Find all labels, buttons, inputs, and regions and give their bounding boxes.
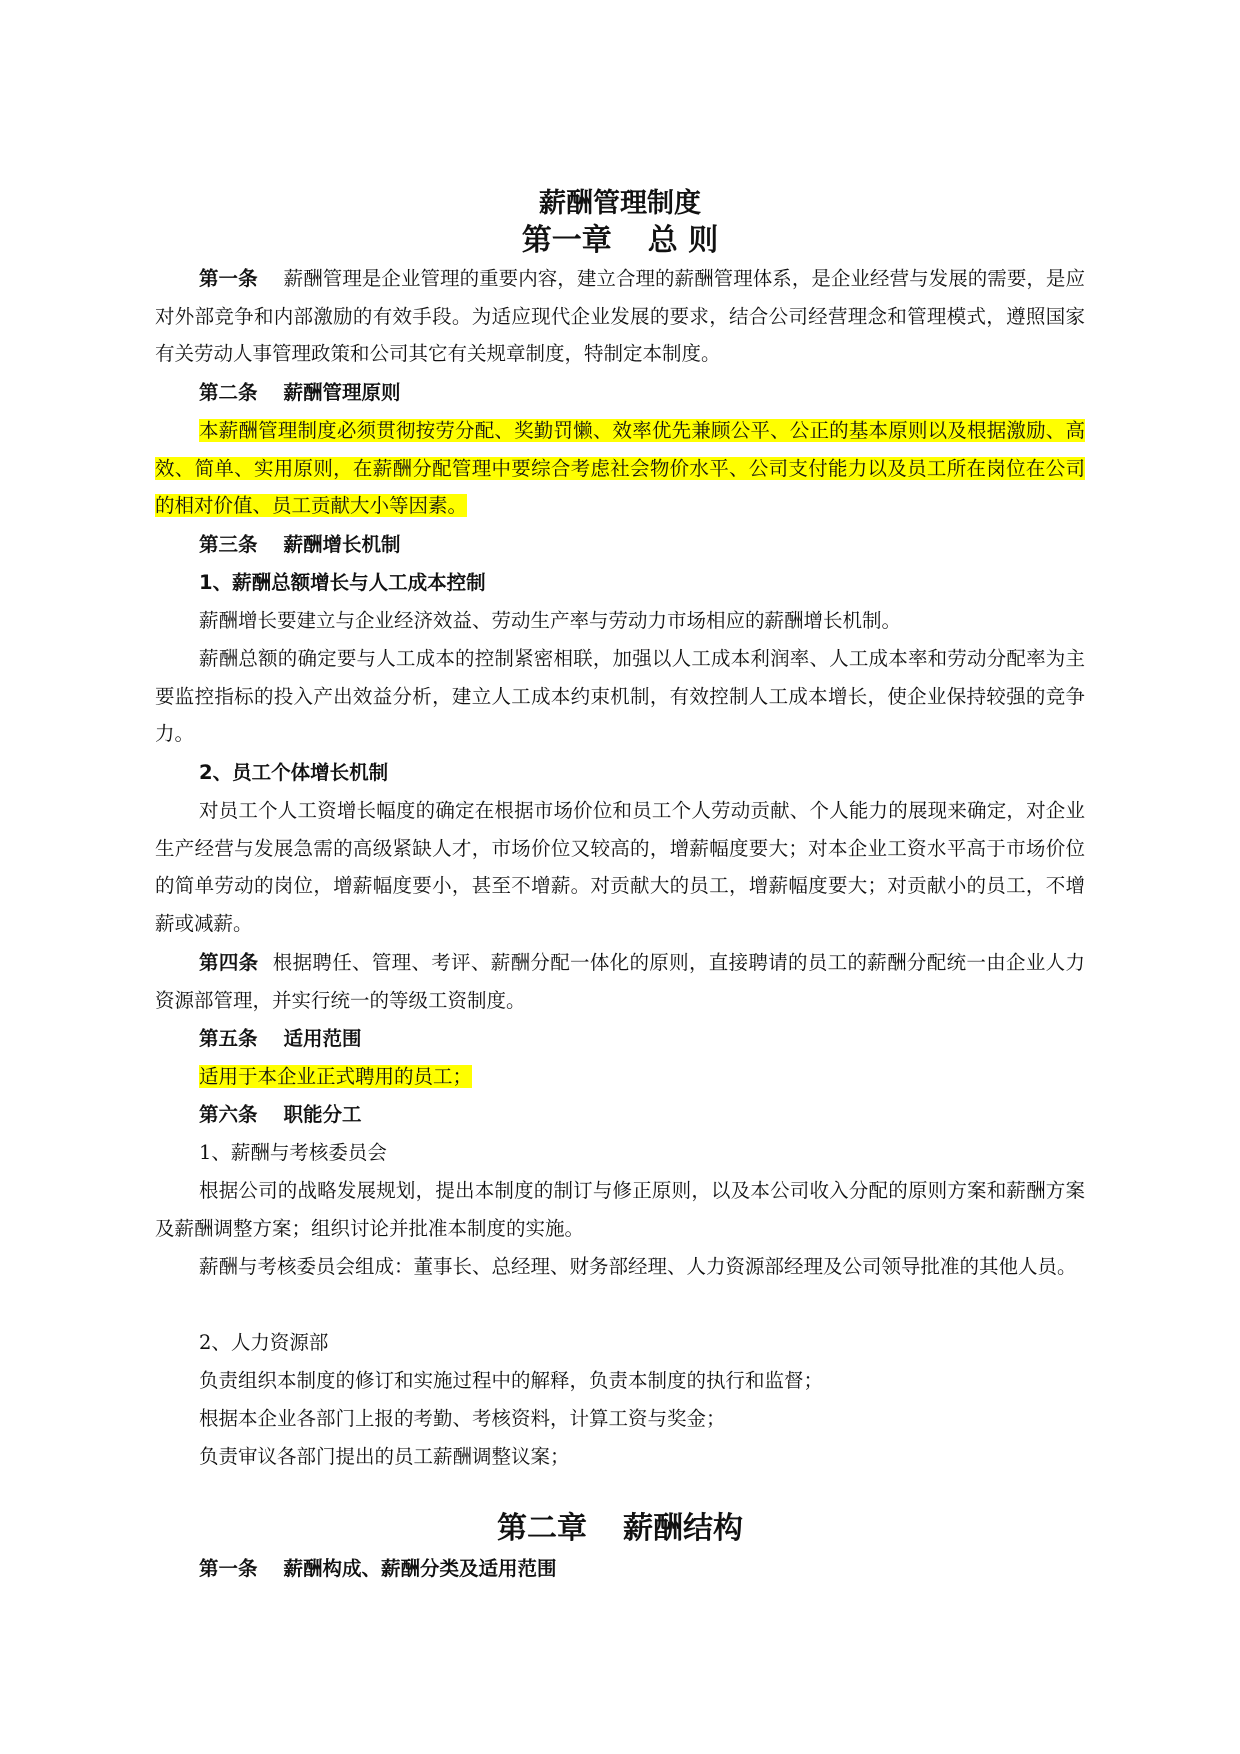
article-3-heading — [199, 526, 401, 564]
article-2-paragraph — [155, 412, 1085, 525]
article-6-heading — [199, 1096, 362, 1134]
article-5-label: 第五条 — [199, 1027, 258, 1050]
article-3-sub1-p2: 薪酬总额的确定要与人工成本的控制紧密相联，加强以人工成本利润率、人工成本率和劳动分配率为主要监控指标的投入产出效益分析，建立人工成本约束机制，有效控制人工成本增长，使企业保持较强的竞争力。 — [155, 647, 1085, 745]
article-4-paragraph — [155, 944, 1085, 1019]
article-3-sub1-p1: 薪酬增长要建立与企业经济效益、劳动生产率与劳动力市场相应的薪酬增长机制。 — [199, 609, 902, 632]
chapter-2-heading — [0, 1510, 1240, 1548]
document-title: 薪酬管理制度 — [539, 188, 701, 219]
article-3-sub2-p1: 对员工个人工资增长幅度的确定在根据市场价位和员工个人劳动贡献、个人能力的展现来确定，对企业生产经营与发展急需的高级紧缺人才，市场价位又较高的，增薪幅度要大；对本企业工资水平高于市场价位的简单劳动的岗位，增薪幅度要小，甚至不增薪。对贡献大的员工，增薪幅度要大；对贡献小的员工，不增薪或减薪。 — [155, 799, 1085, 935]
article-1-paragraph — [155, 260, 1085, 373]
article-6-sub2-title: 2、人力资源部 — [199, 1331, 329, 1354]
article-5-line — [199, 1058, 472, 1096]
article-6-sub1-p2: 薪酬与考核委员会组成：董事长、总经理、财务部经理、人力资源部经理及公司领导批准的其他人员。 — [199, 1255, 1077, 1278]
article-2-heading — [199, 374, 401, 412]
article-4-label: 第四条 — [199, 951, 259, 974]
article-2-title: 薪酬管理原则 — [283, 381, 401, 404]
article-6-sub1-p1: 根据公司的战略发展规划，提出本制度的制订与修正原则，以及本公司收入分配的原则方案和薪酬方案及薪酬调整方案；组织讨论并批准本制度的实施。 — [155, 1179, 1085, 1240]
chapter-1-number: 第一章 — [521, 223, 612, 258]
article-1-label: 第一条 — [199, 267, 258, 290]
article-6-sub2-p3: 负责审议各部门提出的员工薪酬调整议案； — [199, 1445, 570, 1468]
article-6-label: 第六条 — [199, 1103, 258, 1126]
article-3-sub1-title: 1、薪酬总额增长与人工成本控制 — [199, 571, 486, 594]
article-4-text: 根据聘任、管理、考评、薪酬分配一体化的原则，直接聘请的员工的薪酬分配统一由企业人力资源部管理，并实行统一的等级工资制度。 — [155, 951, 1085, 1012]
article-3-title: 薪酬增长机制 — [283, 533, 401, 556]
article-6-title: 职能分工 — [283, 1103, 362, 1126]
article-3-label: 第三条 — [199, 533, 258, 556]
chapter-2-article-1-label: 第一条 — [199, 1557, 258, 1580]
article-6-sub1-title: 1、薪酬与考核委员会 — [199, 1141, 387, 1164]
article-5-title: 适用范围 — [283, 1027, 362, 1050]
chapter-2-number: 第二章 — [497, 1511, 587, 1546]
article-2-text: 本薪酬管理制度必须贯彻按劳分配、奖勤罚懒、效率优先兼顾公平、公正的基本原则以及根据激励、高效、简单、实用原则，在薪酬分配管理中要综合考虑社会物价水平、公司支付能力以及员工所在岗位在公司的相对价值、员工贡献大小等因素。 — [155, 419, 1085, 517]
article-2-label: 第二条 — [199, 381, 258, 404]
article-6-sub2-p2: 根据本企业各部门上报的考勤、考核资料，计算工资与奖金； — [199, 1407, 726, 1430]
chapter-2-article-1-title: 薪酬构成、薪酬分类及适用范围 — [283, 1557, 557, 1580]
article-6-sub2-p1: 负责组织本制度的修订和实施过程中的解释，负责本制度的执行和监督； — [199, 1369, 824, 1392]
article-1-text: 薪酬管理是企业管理的重要内容，建立合理的薪酬管理体系，是企业经营与发展的需要，是应对外部竞争和内部激励的有效手段。为适应现代企业发展的要求，结合公司经营理念和管理模式，遵照国家有关劳动人事管理政策和公司其它有关规章制度，特制定本制度。 — [155, 267, 1085, 365]
chapter-2-article-1-heading — [199, 1550, 557, 1588]
chapter-1-heading — [0, 222, 1240, 260]
chapter-1-name: 总 则 — [647, 223, 719, 258]
article-5-text: 适用于本企业正式聘用的员工； — [199, 1065, 473, 1088]
article-3-sub2-title: 2、员工个体增长机制 — [199, 761, 389, 784]
chapter-2-name: 薪酬结构 — [623, 1511, 743, 1546]
article-5-heading — [199, 1020, 362, 1058]
